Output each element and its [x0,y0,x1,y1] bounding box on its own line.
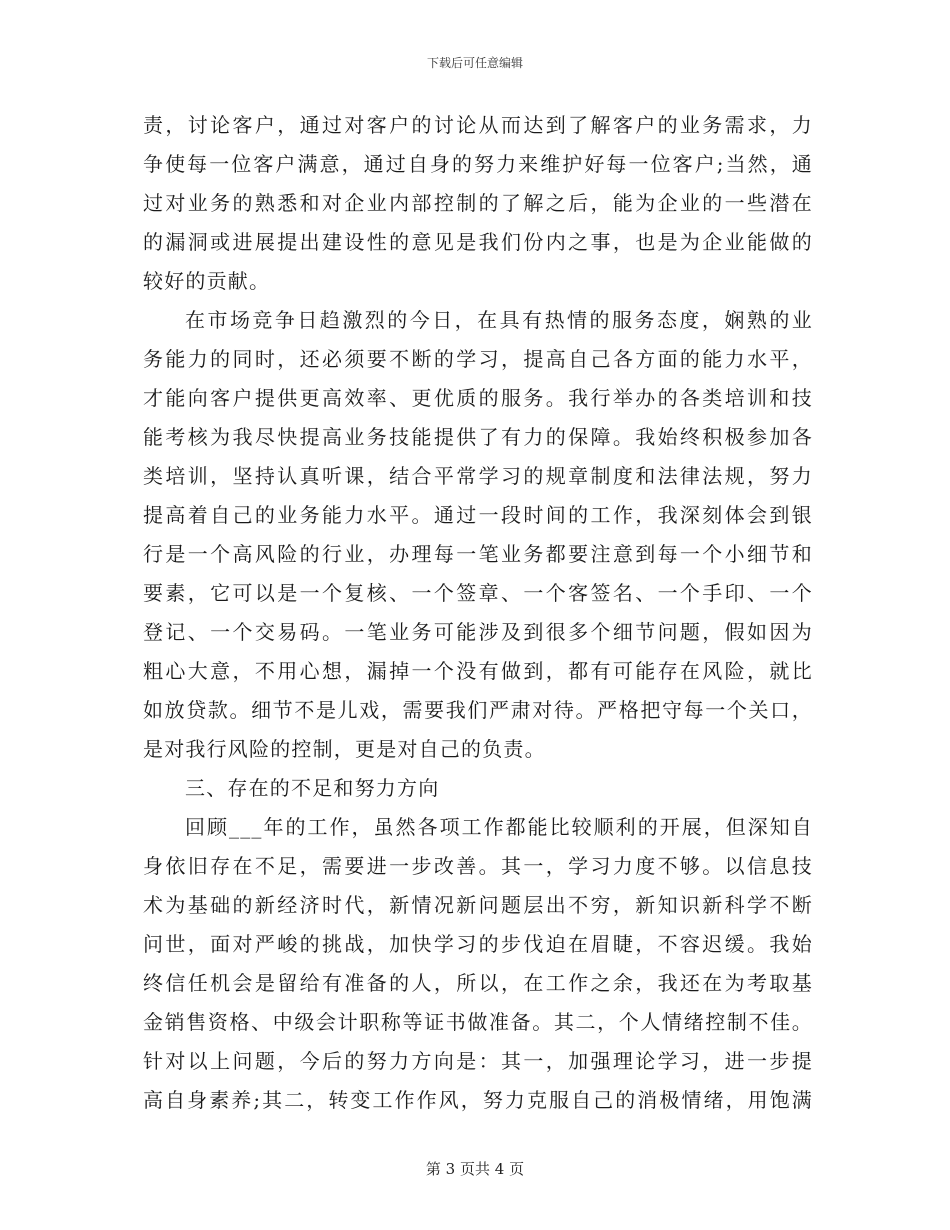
body-line: 争使每一位客户满意，通过自身的努力来维护好每一位客户;当然，通 [143,152,813,176]
body-line: 粗心大意，不用心想，漏掉一个没有做到，都有可能存在风险，就比 [143,659,813,683]
paragraph-start-line: 在市场竞争日趋激烈的今日，在具有热情的服务态度，娴熟的业 [185,308,813,332]
body-line: 问世，面对严峻的挑战，加快学习的步伐迫在眉睫，不容迟缓。我始 [143,932,813,956]
body-line: 提高着自己的业务能力水平。通过一段时间的工作，我深刻体会到银 [143,503,813,527]
document-body [143,106,813,1120]
body-line: 金销售资格、中级会计职称等证书做准备。其二，个人情绪控制不佳。 [143,1010,813,1034]
paragraph-start-line: 回顾___年的工作，虽然各项工作都能比较顺利的开展，但深知自 [185,815,813,839]
body-line: 行是一个高风险的行业，办理每一笔业务都要注意到每一个小细节和 [143,542,813,566]
body-line: 才能向客户提供更高效率、更优质的服务。我行举办的各类培训和技 [143,386,813,410]
body-line: 针对以上问题，今后的努力方向是：其一，加强理论学习，进一步提 [143,1049,813,1073]
body-line: 登记、一个交易码。一笔业务可能涉及到很多个细节问题，假如因为 [143,620,813,644]
body-line: 较好的贡献。 [143,269,271,293]
body-line: 类培训，坚持认真听课，结合平常学习的规章制度和法律法规，努力 [143,464,813,488]
body-line: 的漏洞或进展提出建设性的意见是我们份内之事，也是为企业能做的 [143,230,813,254]
body-line: 如放贷款。细节不是儿戏，需要我们严肃对待。严格把守每一个关口， [143,698,813,722]
body-line: 高自身素养;其二，转变工作作风，努力克服自己的消极情绪，用饱满 [143,1088,813,1112]
body-line: 身依旧存在不足，需要进一步改善。其一，学习力度不够。以信息技 [143,854,813,878]
body-line: 是对我行风险的控制，更是对自己的负责。 [143,737,546,761]
section-heading: 三、存在的不足和努力方向 [185,776,440,800]
body-line: 术为基础的新经济时代，新情况新问题层出不穷，新知识新科学不断 [143,893,813,917]
body-line: 责，讨论客户，通过对客户的讨论从而达到了解客户的业务需求，力 [143,113,813,137]
page-number-footer: 第 3 页共 4 页 [425,1160,525,1178]
body-line: 过对业务的熟悉和对企业内部控制的了解之后，能为企业的一些潜在 [143,191,813,215]
page-header: 下载后可任意编辑 [426,56,523,70]
body-line: 要素，它可以是一个复核、一个签章、一个客签名、一个手印、一个 [143,581,813,605]
body-line: 务能力的同时，还必须要不断的学习，提高自己各方面的能力水平， [143,347,813,371]
body-line: 能考核为我尽快提高业务技能提供了有力的保障。我始终积极参加各 [143,425,813,449]
body-line: 终信任机会是留给有准备的人，所以，在工作之余，我还在为考取基 [143,971,813,995]
